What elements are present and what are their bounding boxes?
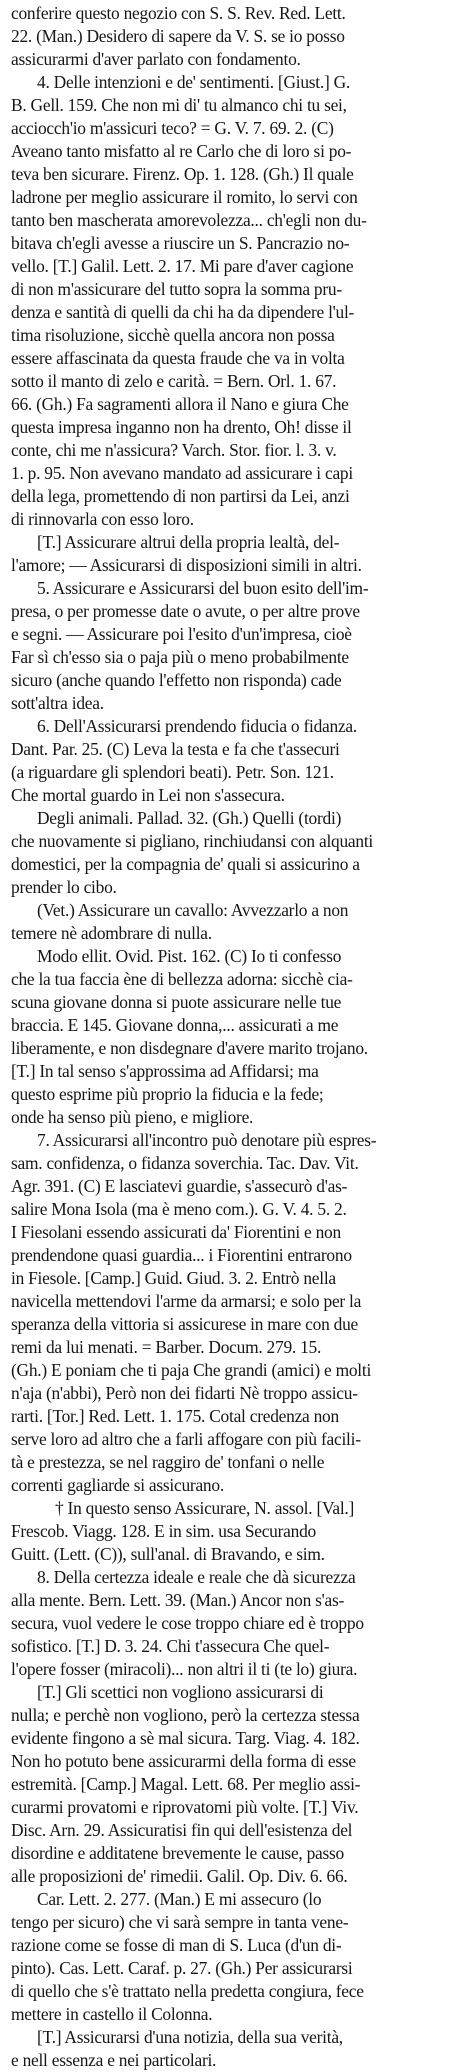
text-line: sott'altra idea. [11, 693, 104, 713]
text-line: sam. confidenza, o fidanza soverchia. Tac. Dav. Vit. [11, 1153, 359, 1173]
text-line: (Vet.) Assicurare un cavallo: Avvezzarlo a non [37, 900, 349, 920]
text-line: Guitt. (Lett. (C)), sull'anal. di Bravando, e sim. [11, 1544, 325, 1564]
text-line: sicuro (anche quando l'effetto non risponda) cade [11, 670, 342, 690]
text-line: 66. (Gh.) Fa sagramenti allora il Nano e giura Che [11, 394, 349, 414]
text-line: estremità. [Camp.] Magal. Lett. 68. Per meglio assi- [11, 1774, 361, 1794]
text-line: Aveano tanto misfatto al re Carlo che di loro si po- [11, 141, 352, 161]
text-line: speranza della vittoria si assicurese in mare con due [11, 1314, 358, 1334]
text-line: Frescob. Viagg. 128. E in sim. usa Securando [11, 1521, 316, 1541]
text-line: serve loro ad altro che a farli affogare con più facili- [11, 1429, 361, 1449]
text-line: disordine e additatene brevemente le cause, passo [11, 1843, 345, 1863]
text-line: braccia. E 145. Giovane donna,... assicurati a me [11, 1015, 339, 1035]
text-line: salire Mona Isola (ma è meno com.). G. V. 4. 5. 2. [11, 1199, 347, 1219]
text-line: nulla; e perchè non vogliono, però la certezza stessa [11, 1705, 360, 1725]
text-line: questa impresa inganno non ha drento, Oh! disse il [11, 417, 352, 437]
text-line: curarmi provatomi e riprovatomi più volte. [T.] Viv. [11, 1797, 359, 1817]
text-line: n'aja (n'abbi), Però non dei fidarti Nè troppo assicu- [11, 1383, 358, 1403]
text-line: conte, chi me n'assicura? Varch. Stor. fior. l. 3. v. [11, 440, 337, 460]
text-line: acciocch'io m'assicuri teco? = G. V. 7. 69. 2. (C) [11, 118, 334, 138]
text-line: 8. Della certezza ideale e reale che dà sicurezza [37, 1567, 356, 1587]
text-line: vello. [T.] Galil. Lett. 2. 17. Mi pare d'aver cagione [11, 256, 354, 276]
text-line: † In questo senso Assicurare, N. assol. [Val.] [55, 1498, 355, 1518]
text-line: 4. Delle intenzioni e de' sentimenti. [Giust.] G. [37, 72, 351, 92]
text-line: remi da lui menati. = Barber. Docum. 279. 15. [11, 1337, 322, 1357]
text-line: questo esprime più proprio la fiducia e la fede; [11, 1084, 324, 1104]
text-line: 6. Dell'Assicurarsi prendendo fiducia o fidanza. [37, 716, 357, 736]
text-line: bitava ch'egli avesse a riuscire un S. Pancrazio no- [11, 233, 350, 253]
text-line: domestici, per la compagnia de' quali si assicurino a [11, 854, 360, 874]
text-line: ladrone per meglio assicurare il romito, lo servi con [11, 187, 358, 207]
text-line: I Fiesolani essendo assicurati da' Fiorentini e non [11, 1222, 341, 1242]
text-line: Modo ellit. Ovid. Pist. 162. (C) Io ti confesso [37, 946, 342, 966]
text-line: denza e santità di quelli da chi ha da dipendere l'ul- [11, 302, 355, 322]
text-line: presa, o per promesse date o avute, o per altre prove [11, 601, 360, 621]
text-line: 22. (Man.) Desidero di sapere da V. S. se io posso [11, 26, 345, 46]
text-line: l'opere fosser (miracoli)... non altri il ti (te lo) giura. [11, 1659, 358, 1679]
text-line: [T.] Assicurare altrui della propria lealtà, del- [37, 532, 340, 552]
text-line: (a riguardare gli splendori beati). Petr. Son. 121. [11, 762, 334, 782]
text-line: [T.] In tal senso s'approssima ad Affidarsi; ma [11, 1061, 319, 1081]
text-line: pinto). Cas. Lett. Caraf. p. 27. (Gh.) Per assicurarsi [11, 1958, 353, 1978]
text-line: (Gh.) E poniam che ti paja Che grandi (amici) e molti [11, 1360, 372, 1380]
text-line: teva ben sicurare. Firenz. Op. 1. 128. (Gh.) Il quale [11, 164, 354, 184]
text-line: conferire questo negozio con S. S. Rev. Red. Lett. [11, 3, 346, 23]
text-line: prendendone quasi guardia... i Fiorentini entrarono [11, 1245, 352, 1265]
text-line: della lega, promettendo di non partirsi da Lei, anzi [11, 486, 350, 506]
text-line: Che mortal guardo in Lei non s'assecura. [11, 785, 285, 805]
text-line: essere affascinata da questa fraude che va in volta [11, 348, 345, 368]
text-line: di non m'assicurare del tutto sopra la somma pru- [11, 279, 342, 299]
text-line: prender lo cibo. [11, 877, 117, 897]
text-line: alle proposizioni de' rimedii. Galil. Op. Div. 6. 66. [11, 1866, 348, 1886]
text-line: B. Gell. 159. Che non mi di' tu almanco chi tu sei, [11, 95, 347, 115]
text-line: sotto il manto di zelo e carità. = Bern. Orl. 1. 67. [11, 371, 337, 391]
text-line: sofistico. [T.] D. 3. 24. Chi t'assecura Che quel- [11, 1636, 330, 1656]
text-line: [T.] Gli scettici non vogliono assicurarsi di [37, 1682, 324, 1702]
text-line: tanto ben mascherata amorevolezza... ch'egli non du- [11, 210, 367, 230]
text-line: Degli animali. Pallad. 32. (Gh.) Quelli (tordi) [37, 808, 342, 828]
dictionary-text-column [11, 2, 466, 2072]
text-line: razione come se fosse di man di S. Luca (d'un di- [11, 1935, 342, 1955]
text-line: 7. Assicurarsi all'incontro può denotare più espres- [37, 1130, 377, 1150]
text-line: evidente fingono a sè mal sicura. Targ. Viag. 4. 182. [11, 1728, 360, 1748]
text-line: 1. p. 95. Non avevano mandato ad assicurare i capi [11, 463, 353, 483]
text-line: assicurarmi d'aver parlato con fondamento. [11, 49, 301, 69]
text-line: Non ho potuto bene assicurarmi della forma di esse [11, 1751, 356, 1771]
text-line: di quello che s'è trattato nella predetta congiura, fece [11, 1981, 364, 2001]
text-line: liberamente, e non disdegnare d'avere marito trojano. [11, 1038, 368, 1058]
text-line: Car. Lett. 2. 277. (Man.) E mi assecuro (lo [37, 1889, 322, 1909]
text-line: 5. Assicurare e Assicurarsi del buon esito dell'im- [37, 578, 369, 598]
text-line: tengo per sicuro) che vi sarà sempre in tanta vene- [11, 1912, 349, 1932]
text-line: che la tua faccia ène di bellezza adorna: sicchè cia- [11, 969, 353, 989]
text-line: correnti gagliarde si assicurano. [11, 1475, 224, 1495]
text-line: Agr. 391. (C) E lasciatevi guardie, s'assecurò d'as- [11, 1176, 348, 1196]
text-line: che nuovamente si pigliano, rinchiudansi con alquanti [11, 831, 373, 851]
text-line: di rinnovarla con esso loro. [11, 509, 194, 529]
text-line: navicella mettendovi l'arme da armarsi; e solo per la [11, 1291, 362, 1311]
text-line: e nell essenza e nei particolari. [11, 2050, 217, 2070]
text-line: mettere in castello il Colonna. [11, 2004, 213, 2024]
text-line: Far sì ch'esso sia o paja più o meno probabilmente [11, 647, 349, 667]
text-line: onde ha senso più pieno, e migliore. [11, 1107, 254, 1127]
text-line: rarti. [Tor.] Red. Lett. 1. 175. Cotal credenza non [11, 1406, 339, 1426]
text-line: e segni. — Assicurare poi l'esito d'un'impresa, cioè [11, 624, 352, 644]
text-line: alla mente. Bern. Lett. 39. (Man.) Ancor non s'as- [11, 1590, 345, 1610]
text-line: Dant. Par. 25. (C) Leva la testa e fa che t'assecuri [11, 739, 340, 759]
text-line: l'amore; — Assicurarsi di disposizioni simili in altri. [11, 555, 362, 575]
text-line: tà e prestezza, se nel raggiro de' tonfani o nelle [11, 1452, 325, 1472]
text-line: [T.] Assicurarsi d'una notizia, della sua verità, [37, 2027, 343, 2047]
text-line: tima risoluzione, sicchè quella ancora non possa [11, 325, 335, 345]
text-line: scuna giovane donna si puote assicurare nelle tue [11, 992, 342, 1012]
text-line: temere nè adombrare di nulla. [11, 923, 212, 943]
text-line: in Fiesole. [Camp.] Guid. Giud. 3. 2. Entrò nella [11, 1268, 336, 1288]
text-line: secura, vuol vedere le cose troppo chiare ed è troppo [11, 1613, 364, 1633]
text-line: Disc. Arn. 29. Assicuratisi fin qui dell'esistenza del [11, 1820, 353, 1840]
